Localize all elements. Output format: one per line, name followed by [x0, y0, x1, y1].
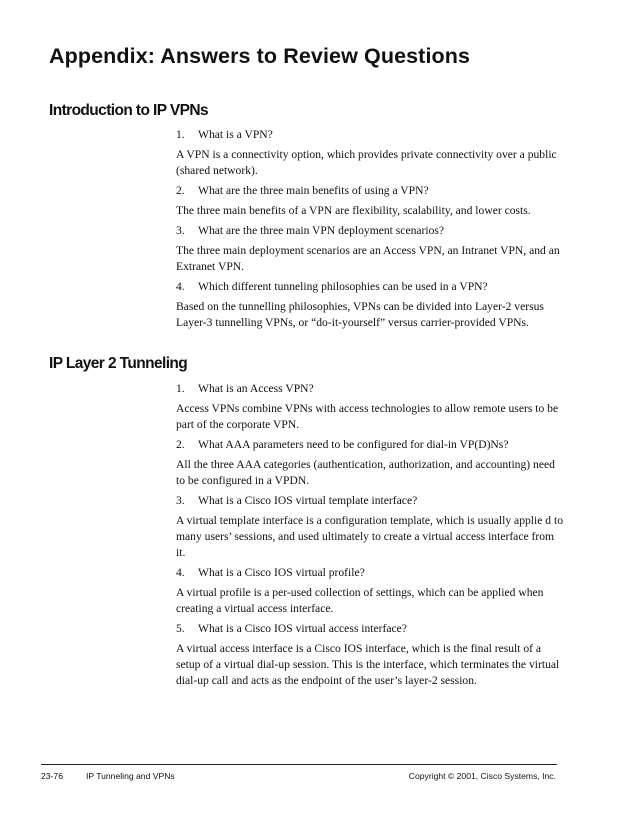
review-answer: Based on the tunnelling philosophies, VPNs can be divided into Layer-2 versus Layer-3 tunnelling VPNs, or “do-it-yourself” versus carrier-provided VPNs.	[176, 300, 544, 329]
review-question	[176, 621, 566, 637]
question-text: What is an Access VPN?	[198, 382, 314, 395]
question-number: 4.	[176, 566, 185, 579]
review-question	[176, 223, 566, 239]
question-number: 1.	[176, 382, 185, 395]
qa-list-intro-ip-vpns	[176, 127, 566, 335]
page-title: Appendix: Answers to Review Questions	[49, 44, 471, 68]
footer-divider	[41, 764, 557, 765]
question-number: 3.	[176, 224, 185, 237]
question-text: What are the three main benefits of using a VPN?	[198, 184, 429, 197]
footer-copyright: Copyright © 2001, Cisco Systems, Inc.	[408, 771, 556, 781]
review-question	[176, 437, 566, 453]
question-text: Which different tunneling philosophies can be used in a VPN?	[198, 280, 488, 293]
question-text: What AAA parameters need to be configured for dial-in VP(D)Ns?	[198, 438, 509, 451]
question-text: What is a VPN?	[198, 128, 273, 141]
question-number: 2.	[176, 184, 185, 197]
qa-list-ip-layer2-tunneling	[176, 381, 566, 693]
question-number: 2.	[176, 438, 185, 451]
question-text: What are the three main VPN deployment scenarios?	[198, 224, 445, 237]
review-question	[176, 127, 566, 143]
review-answer: The three main benefits of a VPN are flexibility, scalability, and lower costs.	[176, 204, 531, 217]
review-answer: A virtual profile is a per-used collection of settings, which can be applied when creating a virtual access interface.	[176, 586, 544, 615]
review-answer: A VPN is a connectivity option, which provides private connectivity over a public (shared network).	[176, 148, 557, 177]
section-heading-ip-layer2-tunneling: IP Layer 2 Tunneling	[49, 355, 188, 372]
review-question	[176, 565, 566, 581]
review-answer: All the three AAA categories (authentication, authorization, and accounting) need to be configured in a VPDN.	[176, 458, 555, 487]
question-number: 3.	[176, 494, 185, 507]
review-answer: A virtual access interface is a Cisco IOS interface, which is the final result of a setup of a virtual dial-up session. This is the interface, which terminates the virtual dial-up call and acts as the endpoint of the user’s layer-2 session.	[176, 642, 560, 687]
review-question	[176, 183, 566, 199]
question-text: What is a Cisco IOS virtual profile?	[198, 566, 365, 579]
review-question	[176, 279, 566, 295]
footer-page-number: 23-76	[41, 771, 63, 781]
question-number: 4.	[176, 280, 185, 293]
question-text: What is a Cisco IOS virtual template interface?	[198, 494, 418, 507]
review-answer: Access VPNs combine VPNs with access technologies to allow remote users to be part of the corporate VPN.	[176, 402, 559, 431]
question-text: What is a Cisco IOS virtual access interface?	[198, 622, 407, 635]
review-question	[176, 381, 566, 397]
question-number: 5.	[176, 622, 185, 635]
review-answer: A virtual template interface is a configuration template, which is usually applie d to many users’ sessions, and used ultimately to create a virtual access interface from it.	[176, 514, 563, 559]
question-number: 1.	[176, 128, 185, 141]
review-question	[176, 493, 566, 509]
review-answer: The three main deployment scenarios are an Access VPN, an Intranet VPN, and an Extranet VPN.	[176, 244, 560, 273]
section-heading-intro-ip-vpns: Introduction to IP VPNs	[49, 102, 209, 119]
footer-course-title: IP Tunneling and VPNs	[86, 771, 175, 781]
